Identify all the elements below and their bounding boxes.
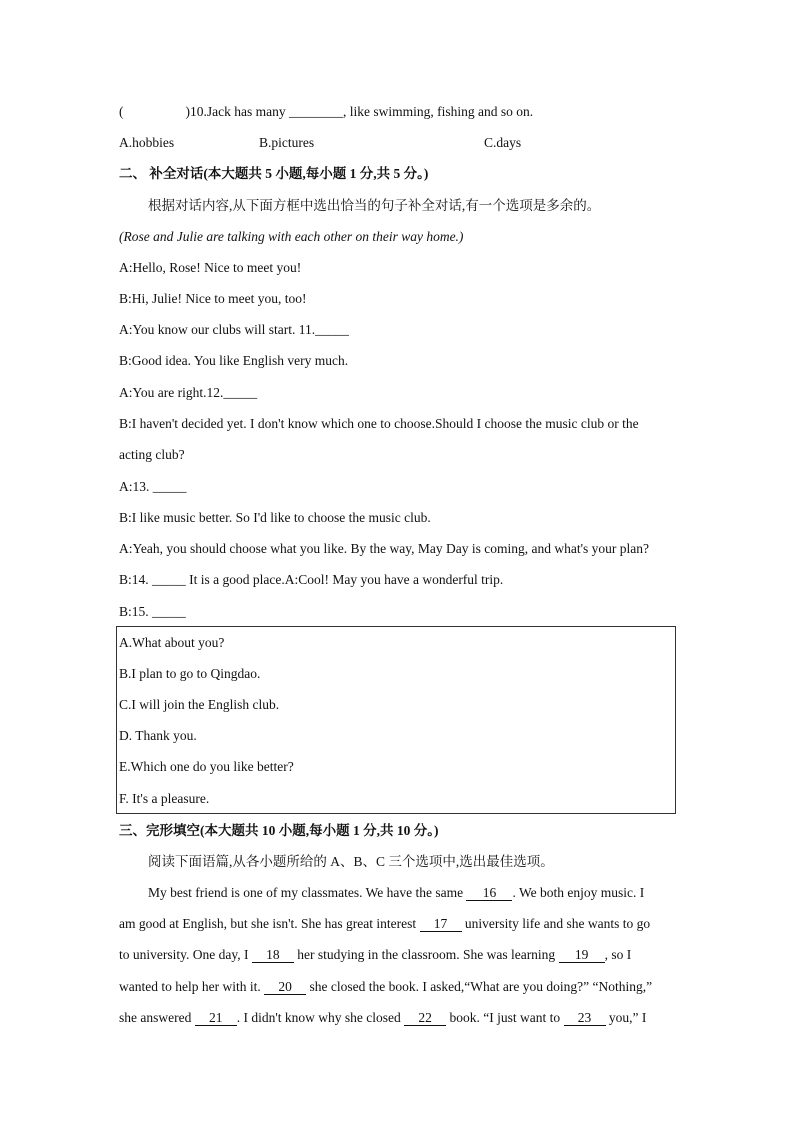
box-option-e: E.Which one do you like better? [119, 759, 294, 774]
dialogue-line: B:I like music better. So I'd like to choose the music club. [119, 510, 431, 525]
answer-paren-open: ( [119, 104, 124, 119]
answer-paren-close: ) [185, 104, 190, 119]
blank-19[interactable]: 19 [559, 947, 605, 963]
dialogue-line: A:13. _____ [119, 479, 187, 494]
section-3-heading: 三、完形填空(本大题共 10 小题,每小题 1 分,共 10 分。) [119, 823, 439, 838]
blank-18[interactable]: 18 [252, 947, 294, 963]
box-option-c: C.I will join the English club. [119, 697, 280, 712]
option-c: C.days [484, 135, 522, 150]
dialogue-line: A:Yeah, you should choose what you like. By the way, May Day is coming, and what's your plan? [119, 541, 649, 556]
dialogue-line: B:Good idea. You like English very much. [119, 353, 349, 368]
dialogue-line: B:14. _____ It is a good place.A:Cool! May you have a wonderful trip. [119, 572, 504, 587]
blank-17[interactable]: 17 [420, 916, 462, 932]
question-10 [119, 103, 533, 121]
blank-21[interactable]: 21 [195, 1010, 237, 1026]
dialogue-context: (Rose and Julie are talking with each other on their way home.) [119, 229, 464, 244]
passage-line: to university. One day, I 18 her studying in the classroom. She was learning 19 , so I [119, 947, 632, 962]
dialogue-line: B:15. _____ [119, 604, 186, 619]
section-3-instruction: 阅读下面语篇,从各小题所给的 A、B、C 三个选项中,选出最佳选项。 [148, 854, 554, 869]
dialogue-line: B:Hi, Julie! Nice to meet you, too! [119, 291, 307, 306]
option-a: A.hobbies [119, 135, 175, 150]
dialogue-line: A:You know our clubs will start. 11._____ [119, 322, 349, 337]
box-option-b: B.I plan to go to Qingdao. [119, 666, 261, 681]
blank-16[interactable]: 16 [466, 885, 512, 901]
box-option-f: F. It's a pleasure. [119, 791, 210, 806]
section-2-instruction: 根据对话内容,从下面方框中选出恰当的句子补全对话,有一个选项是多余的。 [148, 198, 601, 213]
dialogue-line: A:Hello, Rose! Nice to meet you! [119, 260, 302, 275]
option-b: B.pictures [259, 135, 315, 150]
dialogue-line: A:You are right.12._____ [119, 385, 258, 400]
dialogue-line: B:I haven't decided yet. I don't know which one to choose.Should I choose the music club or the [119, 416, 639, 431]
blank-20[interactable]: 20 [264, 979, 306, 995]
box-option-a: A.What about you? [119, 635, 225, 650]
section-2-heading: 二、 补全对话(本大题共 5 小题,每小题 1 分,共 5 分。) [119, 166, 429, 181]
passage-line: wanted to help her with it. 20 she closed the book. I asked,“What are you doing?” “Nothing,” [119, 979, 653, 994]
blank-23[interactable]: 23 [564, 1010, 606, 1026]
passage-line: My best friend is one of my classmates. We have the same 16 . We both enjoy music. I [148, 885, 645, 900]
blank-22[interactable]: 22 [404, 1010, 446, 1026]
box-option-d: D. Thank you. [119, 728, 197, 743]
question-10-text: 10.Jack has many ________, like swimming, fishing and so on. [190, 104, 534, 119]
passage-line: am good at English, but she isn't. She has great interest 17 university life and she wants to go [119, 916, 651, 931]
dialogue-line: acting club? [119, 447, 185, 462]
passage-line: she answered 21 . I didn't know why she closed 22 book. “I just want to 23 you,” I [119, 1010, 647, 1025]
options-box [116, 626, 676, 814]
